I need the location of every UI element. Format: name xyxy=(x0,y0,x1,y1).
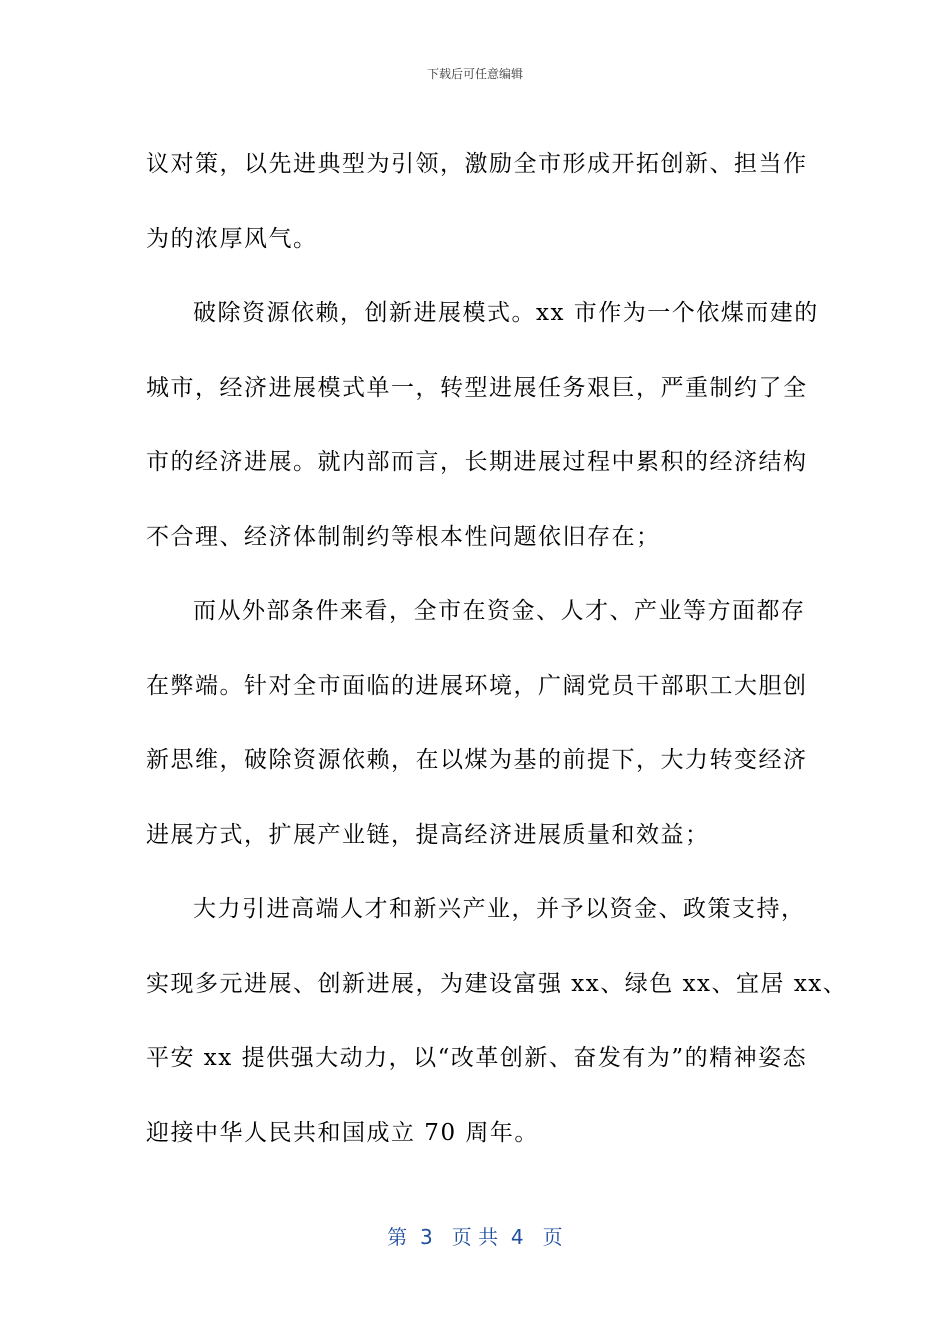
text-line: 议对策，以先进典型为引领，激励全市形成开拓创新、担当作 xyxy=(146,151,808,177)
text-line: 为的浓厚风气。 xyxy=(146,225,318,252)
text-line: 迎接中华人民共和国成立 70 周年。 xyxy=(146,1119,539,1146)
text-line: 城市，经济进展模式单一，转型进展任务艰巨，严重制约了全 xyxy=(146,374,808,401)
text-line: 市的经济进展。就内部而言，长期进展过程中累积的经济结构 xyxy=(146,449,808,475)
text-line: 新思维，破除资源依赖，在以煤为基的前提下，大力转变经济 xyxy=(146,747,808,773)
text-line: 平安 xx 提供强大动力，以“改革创新、奋发有为”的精神姿态 xyxy=(146,1045,808,1071)
page-header: 下载后可任意编辑 xyxy=(426,67,523,81)
page-number-footer: 第 3 页 共 4 页 xyxy=(387,1225,563,1249)
paragraph-start-line: 而从外部条件来看，全市在资金、人才、产业等方面都存 xyxy=(193,598,806,624)
text-line: 不合理、经济体制制约等根本性问题依旧存在； xyxy=(146,523,661,550)
text-line: 实现多元进展、创新进展，为建设富强 xx、绿色 xx、宜居 xx、 xyxy=(146,970,848,997)
paragraph-start-line: 破除资源依赖，创新进展模式。xx 市作为一个依煤而建的 xyxy=(193,300,819,326)
text-line: 进展方式，扩展产业链，提高经济进展质量和效益； xyxy=(146,821,710,848)
text-line: 在弊端。针对全市面临的进展环境，广阔党员干部职工大胆创 xyxy=(146,672,808,699)
paragraph-start-line: 大力引进高端人才和新兴产业，并予以资金、政策支持， xyxy=(193,896,806,922)
document-body xyxy=(146,127,848,1170)
